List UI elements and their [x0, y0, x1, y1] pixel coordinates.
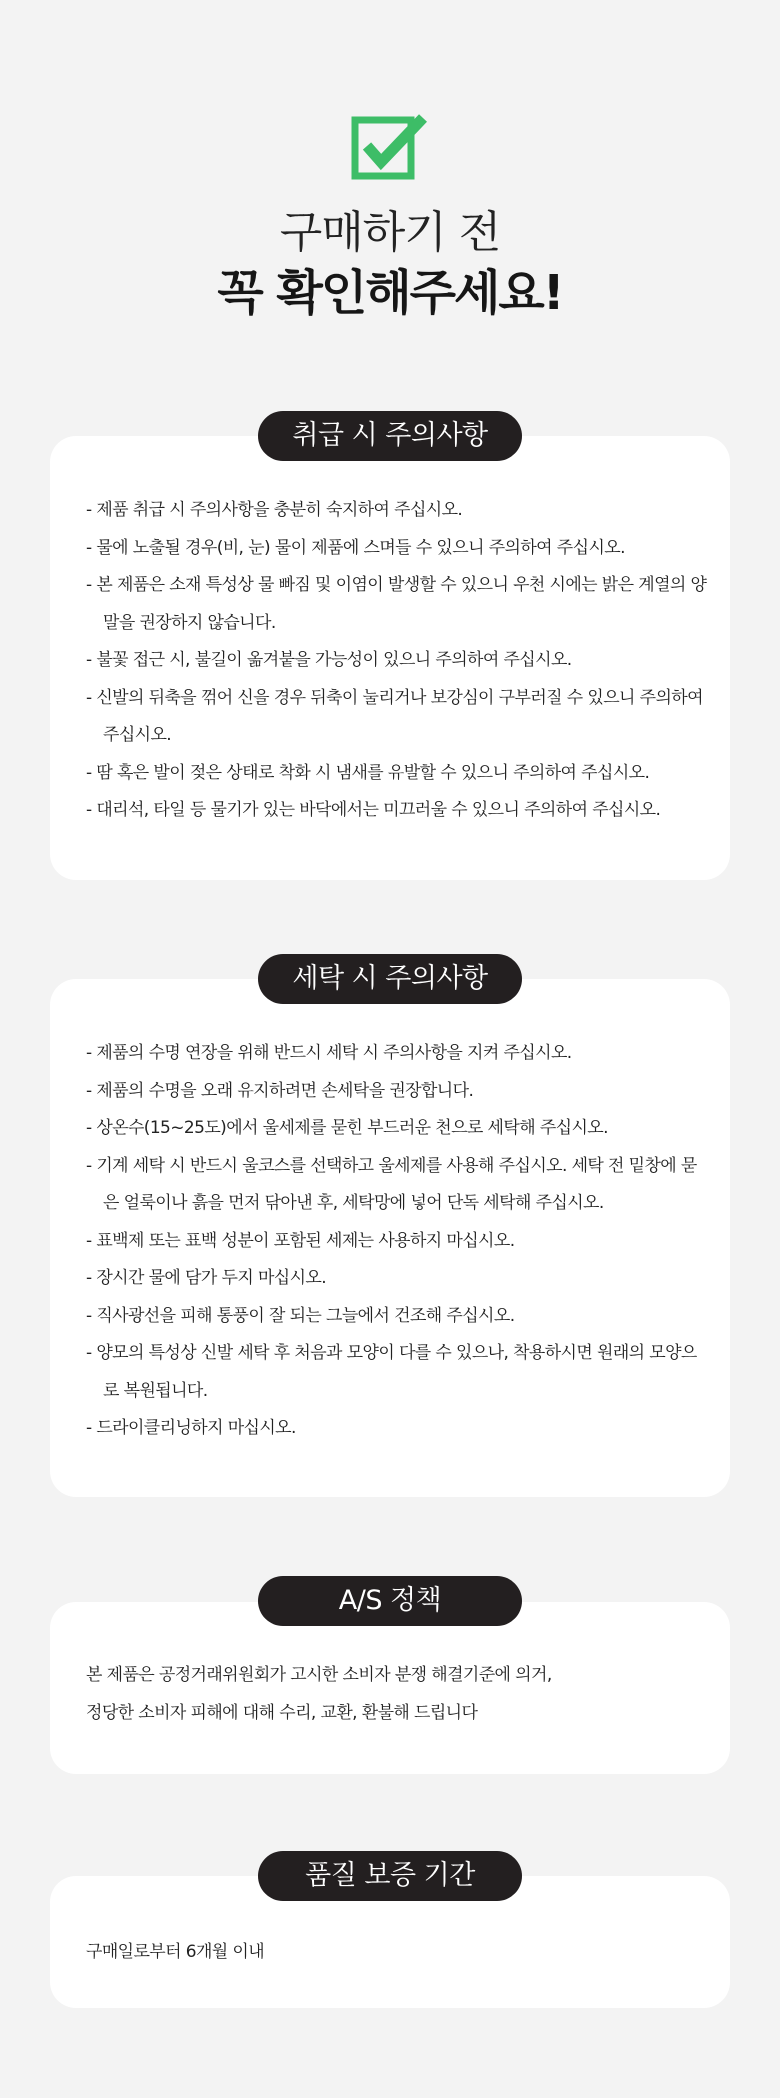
- list-item: - 신발의 뒤축을 꺾어 신을 경우 뒤축이 눌리거나 보강심이 구부러질 수 있으니 주의하여 주십시오.: [86, 687, 703, 745]
- list-item: - 대리석, 타일 등 물기가 있는 바닥에서는 미끄러울 수 있으니 주의하여 주십시오.: [86, 800, 661, 820]
- list-item: - 기계 세탁 시 반드시 울코스를 선택하고 울세제를 사용해 주십시오. 세탁 전 밑창에 묻은 얼룩이나 흙을 먼저 닦아낸 후, 세탁망에 넣어 단독 세탁해 주십시오.: [86, 1155, 697, 1213]
- washing-precautions-card: [50, 979, 730, 1497]
- list-item: - 불꽃 접근 시, 불길이 옮겨붙을 가능성이 있으니 주의하여 주십시오.: [86, 650, 572, 670]
- as-policy-line: 본 제품은 공정거래위원회가 고시한 소비자 분쟁 해결기준에 의거,: [86, 1665, 552, 1685]
- list-item: - 직사광선을 피해 통풍이 잘 되는 그늘에서 건조해 주십시오.: [86, 1305, 515, 1326]
- list-item: - 장시간 물에 담가 두지 마십시오.: [86, 1268, 327, 1288]
- list-item: - 땀 혹은 발이 젖은 상태로 착화 시 냄새를 유발할 수 있으니 주의하여 주십시오.: [86, 762, 650, 783]
- page-header: [0, 112, 780, 322]
- warranty-period-text: 구매일로부터 6개월 이내: [86, 1942, 265, 1962]
- list-item: - 제품의 수명 연장을 위해 반드시 세탁 시 주의사항을 지켜 주십시오.: [86, 1043, 572, 1063]
- list-item: - 양모의 특성상 신발 세탁 후 처음과 모양이 다를 수 있으나, 착용하시면 원래의 모양으로 복원됩니다.: [86, 1343, 697, 1401]
- as-policy-line: 정당한 소비자 피해에 대해 수리, 교환, 환불해 드립니다: [86, 1702, 478, 1723]
- section-title-washing: 세탁 시 주의사항: [258, 954, 522, 1004]
- section-title-handling: 취급 시 주의사항: [258, 411, 522, 461]
- list-item: - 본 제품은 소재 특성상 물 빠짐 및 이염이 발생할 수 있으니 우천 시에는 밝은 계열의 양말을 권장하지 않습니다.: [86, 575, 707, 633]
- list-item: - 상온수(15~25도)에서 울세제를 묻힌 부드러운 천으로 세탁해 주십시오.: [86, 1118, 608, 1138]
- list-item: - 물에 노출될 경우(비, 눈) 물이 제품에 스며들 수 있으니 주의하여 주십시오.: [86, 537, 625, 558]
- as-policy-card: [50, 1602, 730, 1774]
- list-item: - 제품 취급 시 주의사항을 충분히 숙지하여 주십시오.: [86, 500, 463, 520]
- handling-precautions-card: [50, 436, 730, 880]
- section-title-warranty: 품질 보증 기간: [258, 1851, 522, 1901]
- list-item: - 표백제 또는 표백 성분이 포함된 세제는 사용하지 마십시오.: [86, 1230, 515, 1251]
- checkbox-checked-icon: [351, 112, 429, 180]
- list-item: - 드라이클리닝하지 마십시오.: [86, 1418, 296, 1438]
- header-title-line2: 꼭 확인해주세요!: [217, 265, 563, 321]
- list-item: - 제품의 수명을 오래 유지하려면 손세탁을 권장합니다.: [86, 1080, 474, 1101]
- washing-precautions-list: [86, 1035, 710, 1448]
- header-title-line1: 구매하기 전: [279, 207, 501, 258]
- handling-precautions-list: [86, 492, 710, 830]
- section-title-as-policy: A/S 정책: [258, 1576, 522, 1626]
